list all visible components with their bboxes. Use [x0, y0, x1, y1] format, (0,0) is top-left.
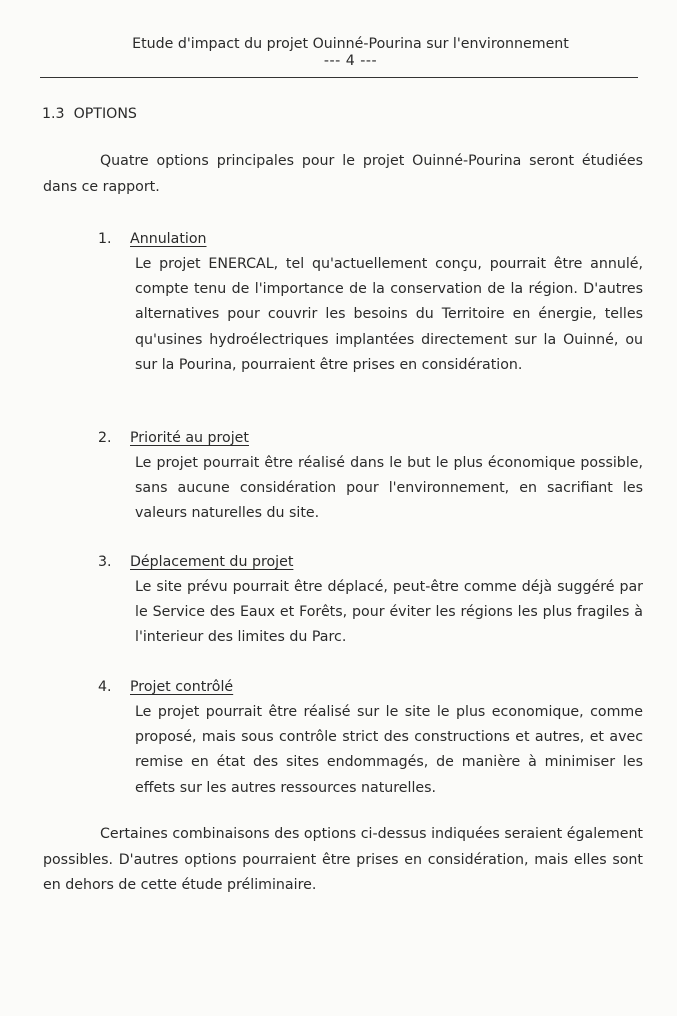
option-body: Le projet ENERCAL, tel qu'actuellement conçu, pourrait être annulé, compte tenu de l'importance de la conservation de la région. D'autres alternatives pour couvrir les besoins du Territoire en énergie, telles qu'usines hydroélectriques implantées directement sur la Ouinné, ou sur la Pourina, pourraient être prises en considération.: [135, 256, 643, 373]
page-number: --- 4 ---: [323, 53, 378, 69]
conclusion-text: Certaines combinaisons des options ci-dessus indiquées seraient également possibles. D'autres options pourraient être prises en considération, mais elles sont en dehors de cette étude préliminaire.: [43, 826, 643, 893]
conclusion-paragraph: [43, 822, 643, 899]
option-body: Le site prévu pourrait être déplacé, peut-être comme déjà suggéré par le Service des Eaux et Forêts, pour éviter les régions les plus fragiles à l'interieur des limites du Parc.: [135, 579, 643, 646]
option-heading: Projet contrôlé: [130, 679, 234, 695]
page-header: [0, 36, 677, 70]
option-number: 4.: [98, 679, 112, 695]
option-body: Le projet pourrait être réalisé dans le but le plus économique possible, sans aucune considération pour l'environnement, en sacrifiant les valeurs naturelles du site.: [135, 455, 643, 522]
option-number: 2.: [98, 430, 112, 446]
intro-paragraph: [43, 149, 643, 200]
option-body: Le projet pourrait être réalisé sur le site le plus economique, comme proposé, mais sous contrôle strict des constructions et autres, et avec remise en état des sites endommagés, de manière à minimiser les effets sur les autres ressources naturelles.: [135, 704, 643, 796]
header-rule: [40, 77, 638, 78]
option-heading: Annulation: [130, 231, 207, 247]
option-heading: Déplacement du projet: [130, 554, 294, 570]
intro-text: Quatre options principales pour le projet Ouinné-Pourina seront étudiées dans ce rapport.: [43, 153, 643, 195]
header-title: Etude d'impact du projet Ouinné-Pourina sur l'environnement: [132, 36, 569, 52]
option-number: 3.: [98, 554, 112, 570]
option-heading: Priorité au projet: [130, 430, 249, 446]
option-number: 1.: [98, 231, 112, 247]
section-title: 1.3 OPTIONS: [42, 106, 137, 122]
